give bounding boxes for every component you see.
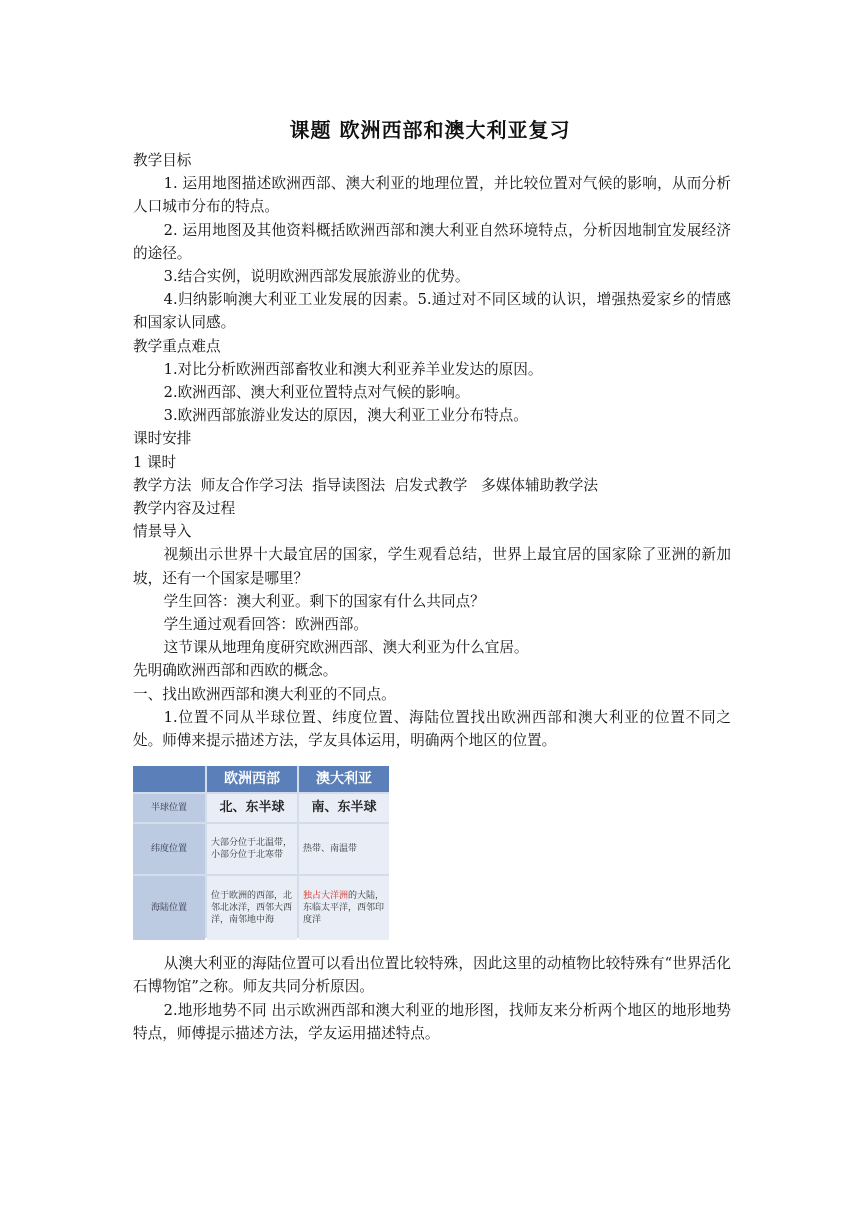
objective-4-5: 4.归纳影响澳大利亚工业发展的因素。5.通过对不同区域的认识，增强热爱家乡的情感和国家认同感。 — [133, 291, 731, 332]
table-header-europe: 欧洲西部 — [207, 766, 297, 792]
table-corner — [133, 766, 205, 792]
location-comparison-table — [133, 766, 389, 938]
row-label-sea-land: 海陆位置 — [133, 876, 205, 940]
section-1-item-1: 1.位置不同从半球位置、纬度位置、海陆位置找出欧洲西部和澳大利亚的位置不同之处。师傅来提示描述方法，学友具体运用，明确两个地区的位置。 — [133, 708, 731, 750]
document-title: 课题 欧洲西部和澳大利亚复习 — [289, 118, 571, 142]
heading-content-process: 教学内容及过程 — [133, 500, 236, 518]
section-1-heading: 一、找出欧洲西部和澳大利亚的不同点。 — [133, 685, 396, 703]
key-point-3: 3.欧洲西部旅游业发达的原因，澳大利亚工业分布特点。 — [163, 407, 528, 425]
row-label-latitude: 纬度位置 — [133, 824, 205, 874]
intro-paragraph-2: 学生回答：澳大利亚。剩下的国家有什么共同点？ — [163, 592, 485, 610]
heading-objectives: 教学目标 — [133, 152, 192, 169]
cell-europe-sea-land: 位于欧洲的西部，北邻北冰洋，西邻大西洋，南邻地中海 — [207, 876, 297, 940]
cell-australia-latitude: 热带、南温带 — [299, 824, 389, 874]
cell-australia-hemisphere: 南、东半球 — [299, 794, 389, 822]
heading-schedule: 课时安排 — [133, 430, 192, 448]
objective-2: 2. 运用地图及其他资料概括欧洲西部和澳大利亚自然环境特点，分析因地制宜发展经济的途径。 — [133, 221, 731, 262]
intro-paragraph-4: 这节课从地理角度研究欧洲西部、澳大利亚为什么宜居。 — [163, 639, 529, 657]
cell-europe-hemisphere: 北、东半球 — [207, 794, 297, 822]
concept-paragraph: 先明确欧洲西部和西欧的概念。 — [133, 662, 338, 680]
cell-australia-sea-land — [299, 876, 389, 940]
table-header-australia: 澳大利亚 — [299, 766, 389, 792]
heading-key-points: 教学重点难点 — [133, 337, 221, 355]
intro-paragraph-3: 学生通过观看回答：欧洲西部。 — [163, 616, 368, 634]
highlight-text: 独占大洋洲 — [303, 891, 349, 902]
objective-1: 1. 运用地图描述欧洲西部、澳大利亚的地理位置，并比较位置对气候的影响，从而分析人口城市分布的特点。 — [133, 175, 731, 216]
teaching-methods: 教学方法 师友合作学习法 指导读图法 启发式教学 多媒体辅助教学法 — [133, 476, 598, 494]
after-table-paragraph-1: 从澳大利亚的海陆位置可以看出位置比较特殊，因此这里的动植物比较特殊有“世界活化石博物馆”之称。师友共同分析原因。 — [133, 955, 731, 996]
objective-3: 3.结合实例，说明欧洲西部发展旅游业的优势。 — [163, 268, 470, 286]
key-point-1: 1.对比分析欧洲西部畜牧业和澳大利亚养羊业发达的原因。 — [163, 360, 543, 378]
heading-scenario-intro: 情景导入 — [133, 523, 192, 541]
key-point-2: 2.欧洲西部、澳大利亚位置特点对气候的影响。 — [163, 384, 470, 402]
cell-europe-latitude: 大部分位于北温带，小部分位于北寒带 — [207, 824, 297, 874]
document-body — [133, 149, 731, 1045]
row-label-hemisphere: 半球位置 — [133, 794, 205, 822]
schedule-text: 1 课时 — [133, 453, 177, 471]
intro-paragraph-1: 视频出示世界十大最宜居的国家，学生观看总结，世界上最宜居的国家除了亚洲的新加坡，还有一个国家是哪里？ — [133, 546, 731, 587]
cell-australia-sea-land-text: 的大陆，东临太平洋，西邻印度洋 — [303, 891, 385, 926]
after-table-paragraph-2: 2.地形地势不同 出示欧洲西部和澳大利亚的地形图，找师友来分析两个地区的地形地势特点，师傅提示描述方法，学友运用描述特点。 — [133, 1001, 731, 1042]
